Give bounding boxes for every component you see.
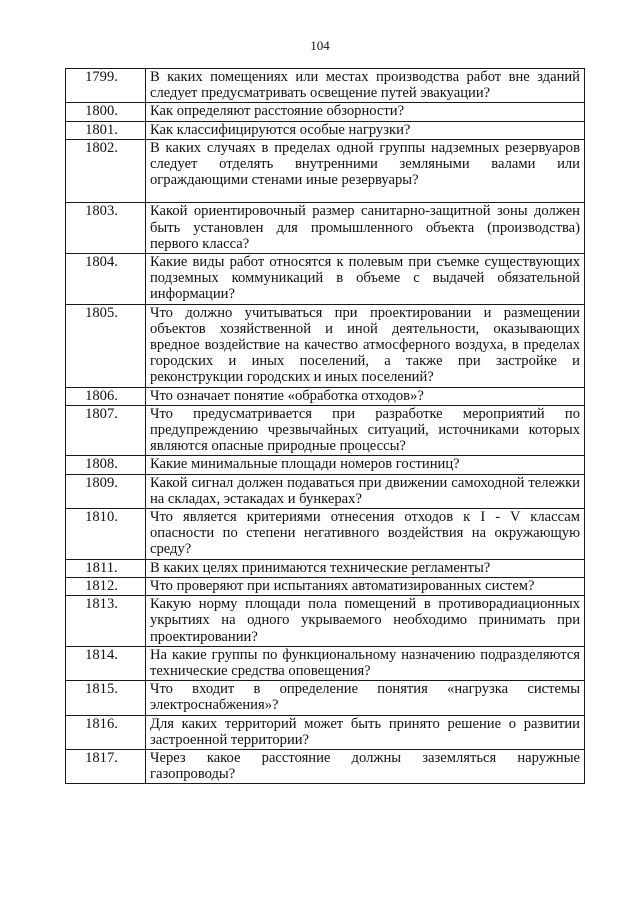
table-row bbox=[66, 304, 585, 387]
question-text: Что является критериями отнесения отходов к I - V классам опасности по степени негативного воздействия на окружающую среду? bbox=[146, 509, 585, 560]
question-text: Для каких территорий может быть принято решение о развитии застроенной территории? bbox=[146, 715, 585, 749]
question-number: 1799. bbox=[66, 69, 146, 103]
table-row bbox=[66, 387, 585, 405]
question-text: Что предусматривается при разработке мероприятий по предупреждению чрезвычайных ситуаций, источниками которых являются опасные природные процессы? bbox=[146, 405, 585, 456]
table-row bbox=[66, 509, 585, 560]
question-text: Какие минимальные площади номеров гостиниц? bbox=[146, 456, 585, 474]
question-number: 1817. bbox=[66, 749, 146, 783]
question-text: Какой сигнал должен подаваться при движении самоходной тележки на складах, эстакадах и бункерах? bbox=[146, 474, 585, 508]
question-number: 1808. bbox=[66, 456, 146, 474]
question-text: В каких случаях в пределах одной группы надземных резервуаров следует отделять внутренними земляными валами или ограждающими стенами иные резервуары? bbox=[146, 139, 585, 203]
question-text: Какую норму площади пола помещений в противорадиационных укрытиях на одного укрываемого необходимо принимать при проектировании? bbox=[146, 596, 585, 647]
question-text: Какой ориентировочный размер санитарно-защитной зоны должен быть установлен для промышленного объекта (производства) первого класса? bbox=[146, 203, 585, 254]
question-number: 1816. bbox=[66, 715, 146, 749]
question-number: 1802. bbox=[66, 139, 146, 203]
table-row bbox=[66, 456, 585, 474]
table-row bbox=[66, 715, 585, 749]
table-row bbox=[66, 405, 585, 456]
question-number: 1813. bbox=[66, 596, 146, 647]
table-row bbox=[66, 69, 585, 103]
table-row bbox=[66, 749, 585, 783]
table-row bbox=[66, 646, 585, 680]
page-number: 104 bbox=[310, 38, 330, 53]
table-row bbox=[66, 139, 585, 203]
question-number: 1805. bbox=[66, 304, 146, 387]
table-row bbox=[66, 254, 585, 305]
question-text: Что означает понятие «обработка отходов»? bbox=[146, 387, 585, 405]
table-row bbox=[66, 681, 585, 715]
table-row bbox=[66, 474, 585, 508]
question-text: Через какое расстояние должны заземляться наружные газопроводы? bbox=[146, 749, 585, 783]
question-number: 1814. bbox=[66, 646, 146, 680]
table-row bbox=[66, 596, 585, 647]
question-text: Что проверяют при испытаниях автоматизированных систем? bbox=[146, 577, 585, 595]
table-row bbox=[66, 577, 585, 595]
question-text: На какие группы по функциональному назначению подразделяются технические средства оповещения? bbox=[146, 646, 585, 680]
question-number: 1811. bbox=[66, 559, 146, 577]
question-text: Как определяют расстояние обзорности? bbox=[146, 103, 585, 121]
question-text: В каких целях принимаются технические регламенты? bbox=[146, 559, 585, 577]
table-row bbox=[66, 559, 585, 577]
question-number: 1800. bbox=[66, 103, 146, 121]
question-text: Как классифицируются особые нагрузки? bbox=[146, 121, 585, 139]
table-row bbox=[66, 103, 585, 121]
question-text: Что входит в определение понятия «нагрузка системы электроснабжения»? bbox=[146, 681, 585, 715]
question-text: Какие виды работ относятся к полевым при съемке существующих подземных коммуникаций в объеме с выдачей обязательной информации? bbox=[146, 254, 585, 305]
table-row bbox=[66, 121, 585, 139]
question-number: 1801. bbox=[66, 121, 146, 139]
question-number: 1815. bbox=[66, 681, 146, 715]
question-number: 1812. bbox=[66, 577, 146, 595]
question-number: 1807. bbox=[66, 405, 146, 456]
question-number: 1803. bbox=[66, 203, 146, 254]
question-text: Что должно учитываться при проектировании и размещении объектов хозяйственной и иной деятельности, оказывающих вредное воздействие на качество атмосферного воздуха, в пределах городских и иных поселений, а также при застройке и реконструкции городских и иных поселений? bbox=[146, 304, 585, 387]
questions-table bbox=[65, 68, 585, 784]
question-number: 1804. bbox=[66, 254, 146, 305]
table-row bbox=[66, 203, 585, 254]
question-number: 1809. bbox=[66, 474, 146, 508]
question-text: В каких помещениях или местах производства работ вне зданий следует предусматривать освещение путей эвакуации? bbox=[146, 69, 585, 103]
question-number: 1806. bbox=[66, 387, 146, 405]
question-number: 1810. bbox=[66, 509, 146, 560]
